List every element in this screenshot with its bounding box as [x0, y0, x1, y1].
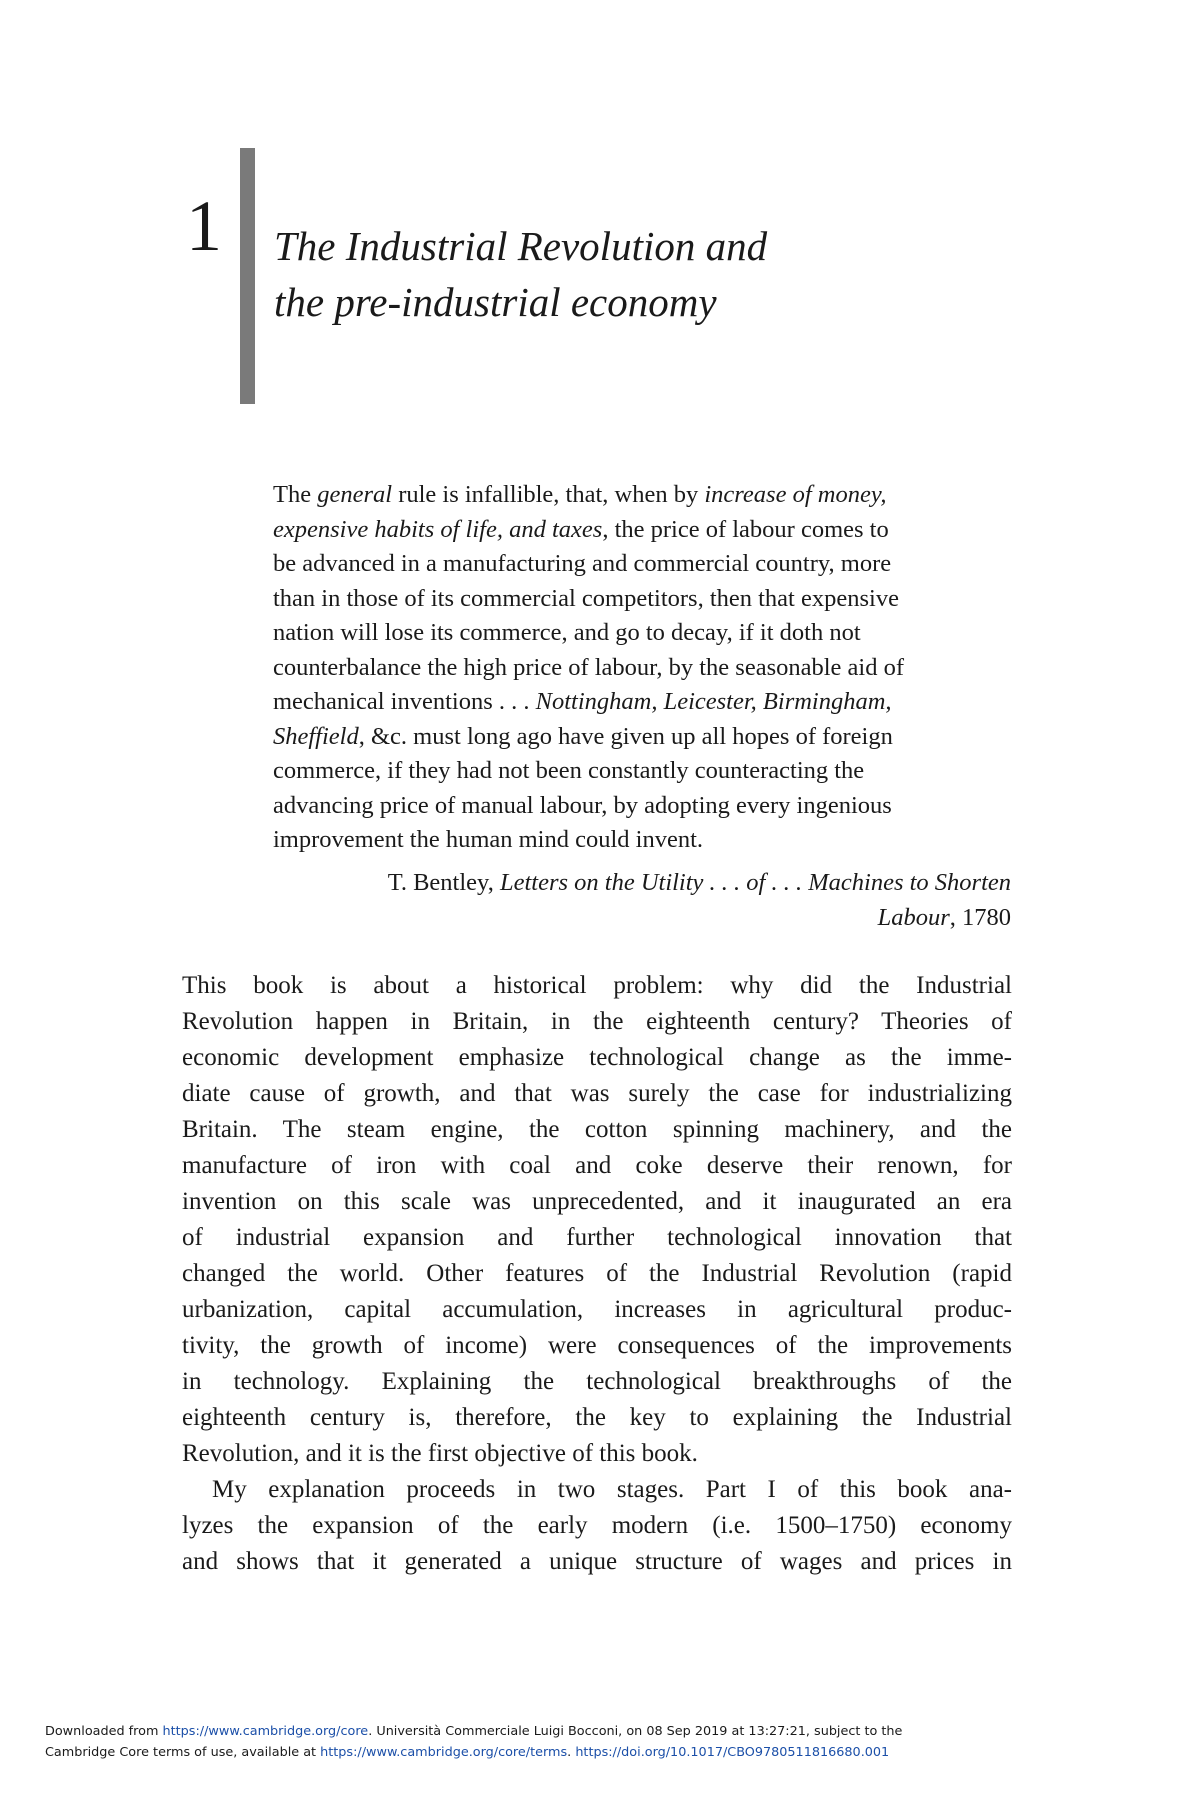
attribution-work: Letters on the Utility . . . of . . . Machines to Shorten	[499, 869, 1011, 896]
terms-link[interactable]: https://www.cambridge.org/core/terms	[320, 1745, 568, 1760]
paragraph-1	[182, 968, 1012, 1472]
body-line: urbanization, capital accumulation, increases in agricultural produc-	[182, 1296, 1012, 1323]
attribution-line	[273, 901, 1011, 936]
body-line: This book is about a historical problem: why did the Industrial	[182, 972, 1012, 999]
epigraph-emphasis: Sheffield	[273, 722, 359, 750]
body-line: Revolution happen in Britain, in the eighteenth century? Theories of	[182, 1008, 1012, 1035]
chapter-title-line: the pre-industrial economy	[274, 279, 717, 325]
chapter-rule	[240, 148, 255, 404]
epigraph-line: commerce, if they had not been constantly counteracting the	[273, 757, 865, 784]
epigraph-line	[273, 513, 1011, 548]
epigraph-line	[273, 685, 1011, 720]
epigraph-emphasis: increase of money,	[704, 481, 887, 508]
body-line: economic development emphasize technological change as the imme-	[182, 1044, 1012, 1071]
epigraph-emphasis: general	[317, 481, 393, 508]
body-line: of industrial expansion and further technological innovation that	[182, 1224, 1012, 1251]
epigraph-line: advancing price of manual labour, by adopting every ingenious	[273, 791, 892, 819]
body-line: tivity, the growth of income) were consequences of the improvements	[182, 1332, 1012, 1359]
body-line: lyzes the expansion of the early modern (i.e. 1500–1750) economy	[182, 1512, 1012, 1539]
chapter-title	[274, 218, 974, 330]
body-line: and shows that it generated a unique structure of wages and prices in	[182, 1548, 1012, 1575]
epigraph-emphasis: expensive habits of life, and taxes	[273, 515, 603, 543]
footer-text: . Università Commerciale Luigi Bocconi, on 08 Sep 2019 at 13:27:21, subject to the	[368, 1724, 903, 1739]
epigraph-attribution	[273, 866, 1011, 935]
body-line: Revolution, and it is the first objective of this book.	[182, 1440, 698, 1467]
epigraph-text: , &c. must long ago have given up all hopes of foreign	[358, 722, 893, 750]
doi-link[interactable]: https://doi.org/10.1017/CBO9780511816680.001	[575, 1745, 890, 1760]
epigraph-text: mechanical inventions . . .	[273, 688, 536, 715]
attribution-year: , 1780	[949, 903, 1011, 931]
footer-line	[45, 1742, 1165, 1763]
epigraph-text: The	[273, 481, 318, 508]
body-line: eighteenth century is, therefore, the key to explaining the Industrial	[182, 1404, 1012, 1431]
epigraph-line	[273, 720, 1011, 755]
epigraph-line: improvement the human mind could invent.	[273, 826, 704, 853]
epigraph-line: than in those of its commercial competitors, then that expensive	[273, 584, 899, 612]
chapter-number: 1	[186, 186, 222, 266]
download-footer	[45, 1721, 1165, 1763]
paragraph-2	[182, 1472, 1012, 1580]
epigraph-line: be advanced in a manufacturing and commercial country, more	[273, 550, 892, 577]
epigraph-emphasis: Nottingham, Leicester, Birmingham,	[535, 688, 892, 715]
footer-line	[45, 1721, 1165, 1742]
body-line: My explanation proceeds in two stages. Part I of this book ana-	[212, 1476, 1012, 1503]
epigraph-line: nation will lose its commerce, and go to decay, if it doth not	[273, 619, 861, 646]
body-line: in technology. Explaining the technological breakthroughs of the	[182, 1368, 1012, 1395]
cambridge-core-link[interactable]: https://www.cambridge.org/core	[162, 1724, 369, 1739]
body-line: diate cause of growth, and that was surely the case for industrializing	[182, 1080, 1012, 1107]
body-line: manufacture of iron with coal and coke deserve their renown, for	[182, 1152, 1012, 1179]
attribution-work: Labour	[877, 903, 950, 931]
footer-text: Cambridge Core terms of use, available at	[45, 1745, 321, 1760]
footer-text: .	[567, 1745, 576, 1760]
body-text	[182, 968, 1012, 1580]
epigraph	[273, 478, 1011, 858]
epigraph-line: counterbalance the high price of labour, by the seasonable aid of	[273, 653, 905, 681]
attribution-author: T. Bentley,	[387, 869, 500, 896]
body-line: Britain. The steam engine, the cotton spinning machinery, and the	[182, 1116, 1012, 1143]
chapter-title-line: The Industrial Revolution and	[274, 223, 768, 269]
body-line: invention on this scale was unprecedented, and it inaugurated an era	[182, 1188, 1012, 1215]
body-line: changed the world. Other features of the Industrial Revolution (rapid	[182, 1260, 1012, 1287]
epigraph-text: rule is infallible, that, when by	[392, 481, 705, 508]
epigraph-text: , the price of labour comes to	[602, 515, 889, 543]
attribution-line	[273, 866, 1011, 901]
epigraph-line	[273, 478, 1011, 513]
footer-text: Downloaded from	[45, 1724, 163, 1739]
